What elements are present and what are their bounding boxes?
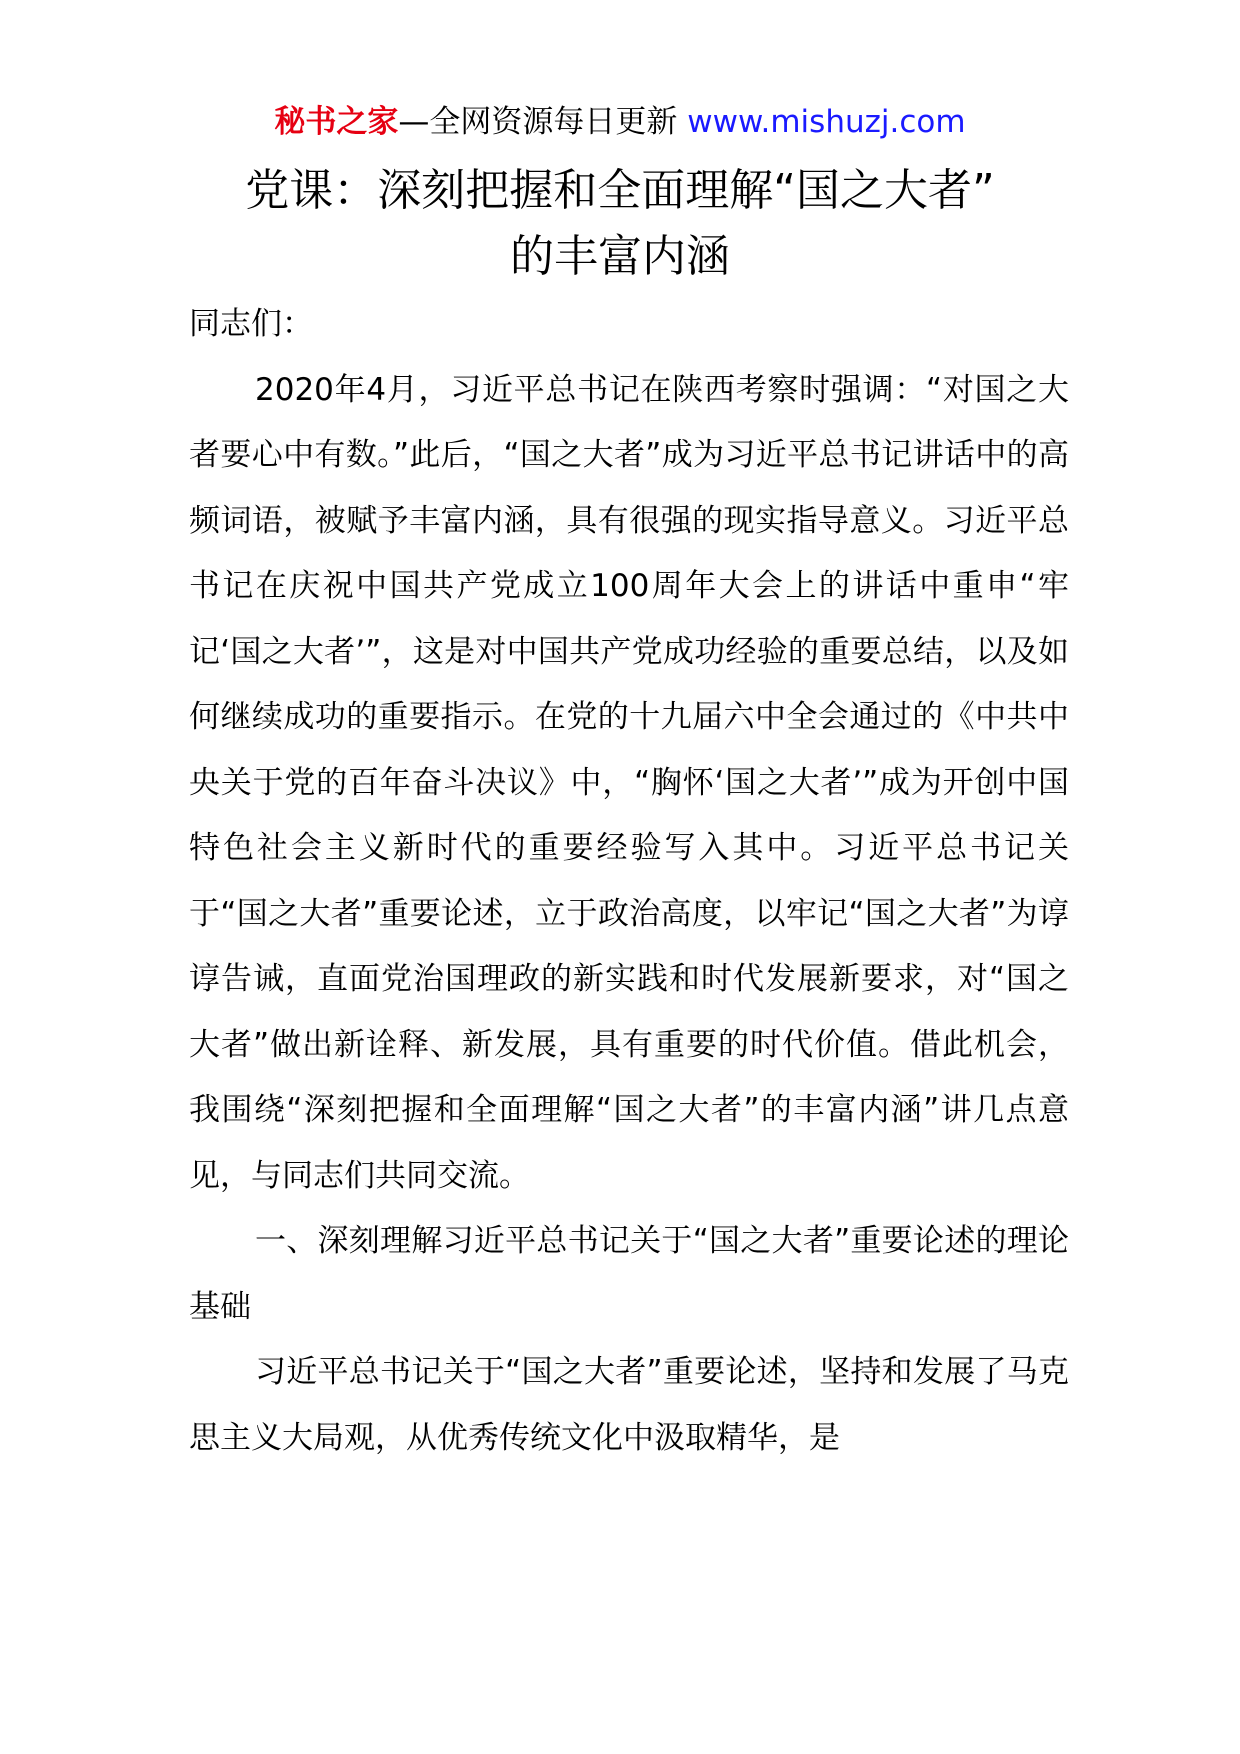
header-banner [0, 100, 1240, 144]
brand-name: 秘书之家 [274, 104, 399, 140]
title-line-1: 党课：深刻把握和全面理解“国之大者” [245, 165, 995, 216]
document-body [189, 292, 1069, 1471]
title-line-2: 的丰富内涵 [510, 231, 730, 282]
header-tagline: —全网资源每日更新 [398, 104, 688, 140]
paragraph-section-1: 习近平总书记关于“国之大者”重要论述，坚持和发展了马克思主义大局观，从优秀传统文化中汲取精华，是 [189, 1354, 1069, 1456]
site-url-link[interactable]: www.mishuzj.com [687, 104, 966, 140]
document-title [150, 158, 1090, 290]
salutation: 同志们： [189, 306, 313, 342]
section-heading-1: 一、深刻理解习近平总书记关于“国之大者”重要论述的理论基础 [189, 1223, 1069, 1325]
paragraph-intro: 2020年4月，习近平总书记在陕西考察时强调：“对国之大者要心中有数。”此后，“国之大者”成为习近平总书记讲话中的高频词语，被赋予丰富内涵，具有很强的现实指导意义。习近平总书记在庆祝中国共产党成立100周年大会上的讲话中重申“牢记‘国之大者’”，这是对中国共产党成功经验的重要总结，以及如何继续成功的重要指示。在党的十九届六中全会通过的《中共中央关于党的百年奋斗决议》中，“胸怀‘国之大者’”成为开创中国特色社会主义新时代的重要经验写入其中。习近平总书记关于“国之大者”重要论述，立于政治高度，以牢记“国之大者”为谆谆告诫，直面党治国理政的新实践和时代发展新要求，对“国之大者”做出新诠释、新发展，具有重要的时代价值。借此机会，我围绕“深刻把握和全面理解“国之大者”的丰富内涵”讲几点意见，与同志们共同交流。 [189, 371, 1069, 1194]
